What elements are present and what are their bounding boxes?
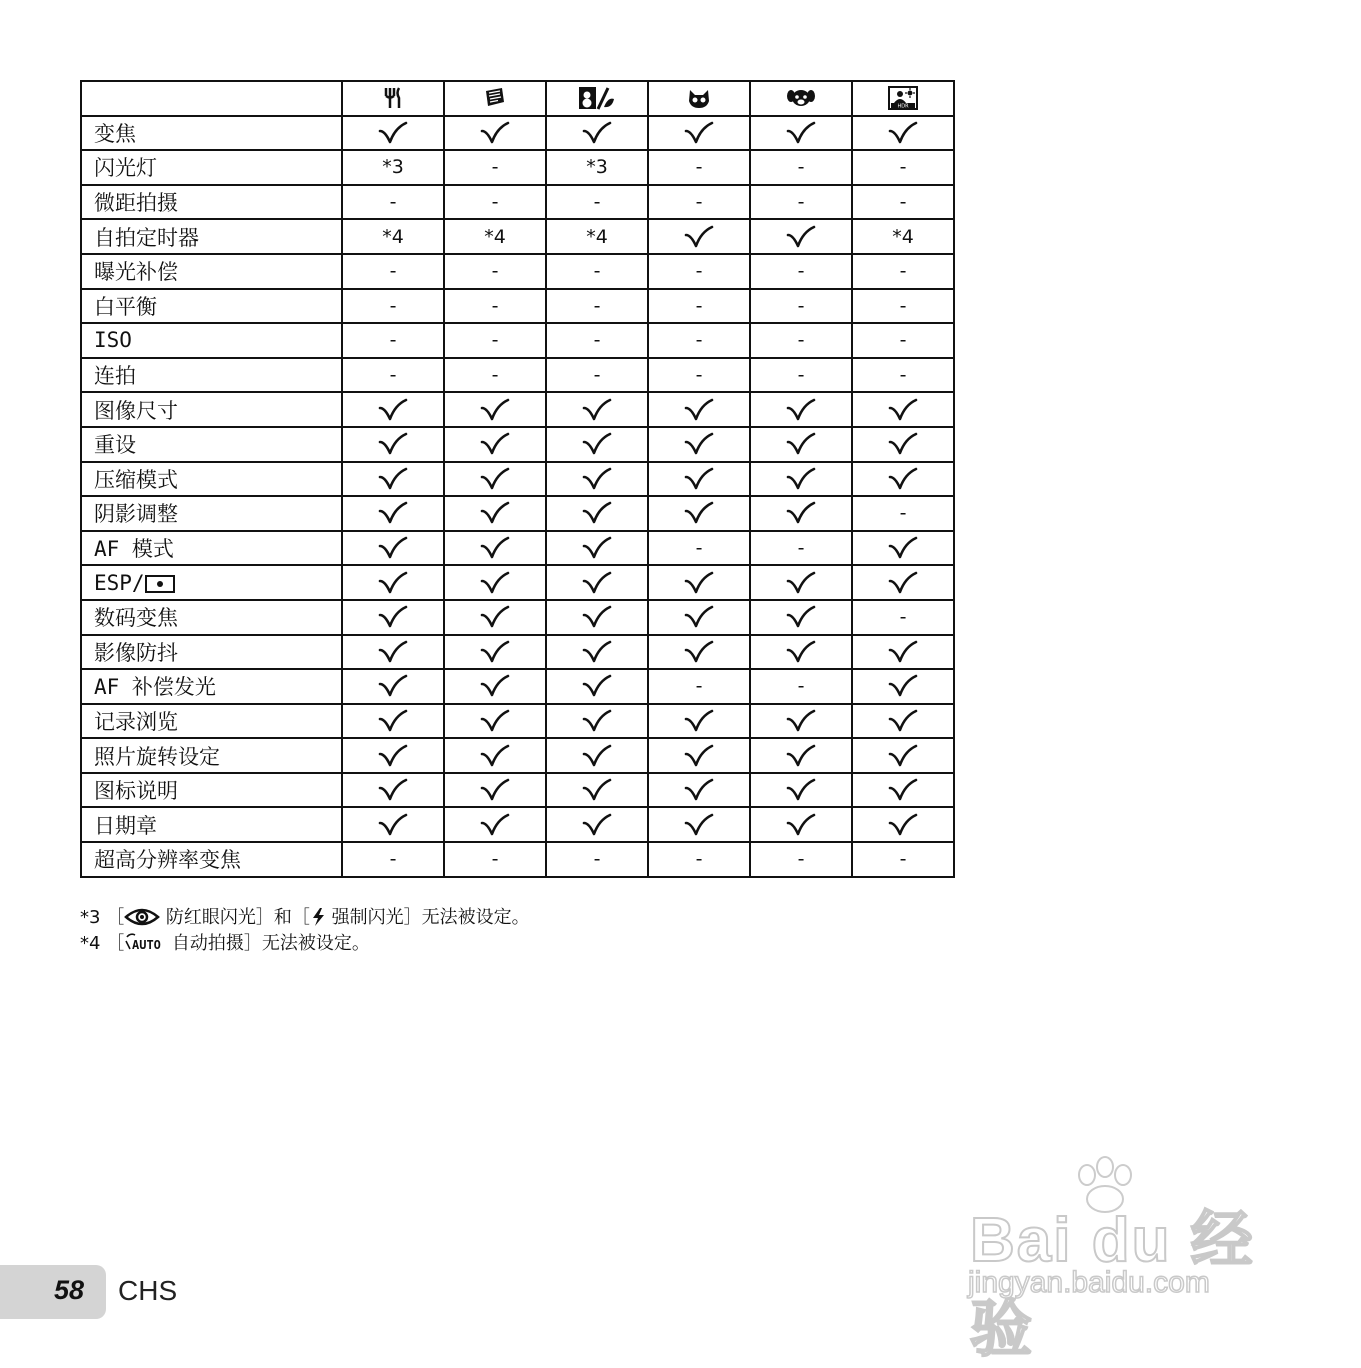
not-available-cell <box>342 254 444 289</box>
open-bracket: ［ <box>106 933 125 954</box>
page-number-tab <box>0 1265 106 1319</box>
not-available-cell <box>648 669 750 704</box>
not-available-cell <box>342 323 444 358</box>
check-mark-icon <box>648 565 750 600</box>
not-available-cell <box>444 150 546 185</box>
footnote-ref-cell <box>852 219 954 254</box>
table-row <box>81 738 954 773</box>
cell-value: *4 <box>484 225 506 248</box>
check-mark-icon <box>444 773 546 808</box>
check-mark-icon <box>852 392 954 427</box>
cell-value: - <box>899 156 907 179</box>
row-label: ISO <box>94 328 132 353</box>
cell-value: - <box>695 260 703 283</box>
check-mark-icon <box>750 427 852 462</box>
row-label: 数码变焦 <box>94 606 178 631</box>
page-number: 58 <box>54 1275 85 1305</box>
check-mark-icon <box>852 704 954 739</box>
table-row <box>81 116 954 151</box>
row-label-cell <box>81 531 342 566</box>
row-label: 照片旋转设定 <box>94 744 220 769</box>
cell-value: - <box>899 848 907 871</box>
cell-value: - <box>389 848 397 871</box>
not-available-cell <box>546 254 648 289</box>
cat-icon <box>648 81 750 116</box>
not-available-cell <box>444 185 546 220</box>
table-row <box>81 254 954 289</box>
cell-value: - <box>593 848 601 871</box>
check-mark-icon <box>648 392 750 427</box>
check-mark-icon <box>546 704 648 739</box>
cell-value: - <box>797 675 805 698</box>
not-available-cell <box>852 600 954 635</box>
cell-value: - <box>491 156 499 179</box>
footnote-3 <box>80 905 530 931</box>
cell-value: - <box>797 848 805 871</box>
footnote-4-key: *4 <box>80 933 101 954</box>
not-available-cell <box>546 842 648 877</box>
table-row <box>81 531 954 566</box>
check-mark-icon <box>750 565 852 600</box>
cell-value: - <box>797 156 805 179</box>
check-mark-icon <box>342 600 444 635</box>
check-mark-icon <box>750 392 852 427</box>
cell-value: - <box>899 191 907 214</box>
check-mark-icon <box>444 496 546 531</box>
not-available-cell <box>648 358 750 393</box>
cell-value: - <box>695 675 703 698</box>
row-label: AF 模式 <box>94 537 174 562</box>
table-row <box>81 427 954 462</box>
table-row <box>81 600 954 635</box>
header-corner-cell <box>81 81 342 116</box>
table-row <box>81 669 954 704</box>
not-available-cell <box>342 358 444 393</box>
not-available-cell <box>750 323 852 358</box>
not-available-cell <box>648 289 750 324</box>
check-mark-icon <box>648 738 750 773</box>
baidu-jingyan-watermark <box>960 1150 1290 1364</box>
check-mark-icon <box>444 392 546 427</box>
row-label-cell <box>81 738 342 773</box>
row-label: 微距拍摄 <box>94 191 178 216</box>
language-code: CHS <box>118 1275 178 1306</box>
row-label-cell <box>81 427 342 462</box>
check-mark-icon <box>546 738 648 773</box>
check-mark-icon <box>444 462 546 497</box>
not-available-cell <box>750 669 852 704</box>
not-available-cell <box>852 254 954 289</box>
check-mark-icon <box>750 116 852 151</box>
row-label-cell <box>81 669 342 704</box>
table-row <box>81 358 954 393</box>
cell-value: - <box>491 260 499 283</box>
check-mark-icon <box>750 738 852 773</box>
cell-value: *4 <box>382 225 404 248</box>
check-mark-icon <box>648 704 750 739</box>
not-available-cell <box>648 323 750 358</box>
row-label-cell <box>81 842 342 877</box>
check-mark-icon <box>444 565 546 600</box>
cell-value: - <box>491 364 499 387</box>
not-available-cell <box>648 531 750 566</box>
not-available-cell <box>852 358 954 393</box>
row-label-cell <box>81 773 342 808</box>
cell-value: - <box>797 537 805 560</box>
auto-release-icon <box>124 933 166 954</box>
check-mark-icon <box>852 738 954 773</box>
cell-value: - <box>797 191 805 214</box>
check-mark-icon <box>546 600 648 635</box>
not-available-cell <box>648 842 750 877</box>
not-available-cell <box>444 323 546 358</box>
check-mark-icon <box>648 427 750 462</box>
cell-value: - <box>389 191 397 214</box>
footnote-ref-cell <box>546 150 648 185</box>
row-label: 连拍 <box>94 364 136 389</box>
check-mark-icon <box>546 462 648 497</box>
check-mark-icon <box>342 738 444 773</box>
fill-in-flash-icon <box>310 907 326 928</box>
cell-value: - <box>797 329 805 352</box>
not-available-cell <box>648 185 750 220</box>
check-mark-icon <box>546 807 648 842</box>
check-mark-icon <box>750 496 852 531</box>
not-available-cell <box>852 150 954 185</box>
cell-value: - <box>695 191 703 214</box>
cell-value: - <box>899 364 907 387</box>
row-label: 图像尺寸 <box>94 398 178 423</box>
row-label: 重设 <box>94 433 136 458</box>
scene-function-table <box>80 80 955 878</box>
table-row <box>81 323 954 358</box>
not-available-cell <box>750 185 852 220</box>
check-mark-icon <box>750 600 852 635</box>
not-available-cell <box>546 358 648 393</box>
row-label: 曝光补偿 <box>94 260 178 285</box>
table-row <box>81 773 954 808</box>
not-available-cell <box>852 185 954 220</box>
cell-value: - <box>593 364 601 387</box>
check-mark-icon <box>750 462 852 497</box>
table-row <box>81 807 954 842</box>
check-mark-icon <box>342 392 444 427</box>
row-label: 记录浏览 <box>94 709 178 734</box>
row-label-cell <box>81 807 342 842</box>
check-mark-icon <box>342 807 444 842</box>
check-mark-icon <box>648 116 750 151</box>
backlight-hdr-icon <box>852 81 954 116</box>
row-label-cell <box>81 635 342 670</box>
check-mark-icon <box>648 600 750 635</box>
cell-value: - <box>695 294 703 317</box>
footnote-ref-cell <box>444 219 546 254</box>
not-available-cell <box>342 289 444 324</box>
cell-value: - <box>899 329 907 352</box>
watermark-logo: Bai du 经验 <box>970 1206 1255 1364</box>
cell-value: - <box>389 294 397 317</box>
row-label-cell <box>81 704 342 739</box>
row-label-cell <box>81 323 342 358</box>
row-label: 日期章 <box>94 813 157 838</box>
svg-text:AUTO: AUTO <box>132 938 162 952</box>
not-available-cell <box>852 289 954 324</box>
check-mark-icon <box>852 773 954 808</box>
red-eye-flash-icon <box>124 907 160 928</box>
check-mark-icon <box>852 531 954 566</box>
row-label: 闪光灯 <box>94 156 157 181</box>
check-mark-icon <box>546 116 648 151</box>
check-mark-icon <box>444 600 546 635</box>
check-mark-icon <box>750 807 852 842</box>
not-available-cell <box>648 254 750 289</box>
cell-value: - <box>899 606 907 629</box>
footnote-3-text-a: 防红眼闪光］和［ <box>165 907 310 928</box>
cell-value: - <box>593 260 601 283</box>
cell-value: - <box>899 294 907 317</box>
check-mark-icon <box>852 635 954 670</box>
not-available-cell <box>444 358 546 393</box>
check-mark-icon <box>852 669 954 704</box>
row-label: 超高分辨率变焦 <box>94 848 241 873</box>
table-row <box>81 392 954 427</box>
check-mark-icon <box>546 392 648 427</box>
not-available-cell <box>750 289 852 324</box>
footnote-ref-cell <box>546 219 648 254</box>
not-available-cell <box>444 254 546 289</box>
row-label: AF 补偿发光 <box>94 675 216 700</box>
row-label-cell <box>81 116 342 151</box>
check-mark-icon <box>342 427 444 462</box>
cell-value: - <box>695 848 703 871</box>
check-mark-icon <box>546 496 648 531</box>
cell-value: - <box>491 329 499 352</box>
check-mark-icon <box>648 496 750 531</box>
row-label-cell <box>81 185 342 220</box>
cell-value: - <box>491 191 499 214</box>
table-header-row <box>81 81 954 116</box>
row-label-cell <box>81 392 342 427</box>
not-available-cell <box>750 150 852 185</box>
footnotes <box>80 905 530 957</box>
row-label: 压缩模式 <box>94 467 178 492</box>
spot-metering-icon <box>145 575 175 593</box>
table-row <box>81 496 954 531</box>
check-mark-icon <box>342 462 444 497</box>
check-mark-icon <box>342 773 444 808</box>
cell-value: - <box>899 260 907 283</box>
open-bracket: ［ <box>106 907 125 928</box>
cell-value: - <box>797 294 805 317</box>
row-label: 影像防抖 <box>94 640 178 665</box>
table-row <box>81 185 954 220</box>
check-mark-icon <box>852 427 954 462</box>
not-available-cell <box>648 150 750 185</box>
check-mark-icon <box>444 704 546 739</box>
row-label: 图标说明 <box>94 779 178 804</box>
check-mark-icon <box>648 462 750 497</box>
footnote-4-text: 自动拍摄］无法被设定。 <box>171 933 370 954</box>
footnote-4 <box>80 931 530 957</box>
table-row <box>81 219 954 254</box>
check-mark-icon <box>546 531 648 566</box>
cuisine-icon <box>342 81 444 116</box>
check-mark-icon <box>444 807 546 842</box>
row-label: 自拍定时器 <box>94 225 199 250</box>
not-available-cell <box>750 842 852 877</box>
row-label-cell <box>81 150 342 185</box>
not-available-cell <box>342 842 444 877</box>
check-mark-icon <box>546 427 648 462</box>
cell-value: - <box>389 329 397 352</box>
cell-value: - <box>695 364 703 387</box>
cell-value: - <box>797 260 805 283</box>
not-available-cell <box>546 289 648 324</box>
not-available-cell <box>444 842 546 877</box>
row-label-cell <box>81 600 342 635</box>
cell-value: *3 <box>586 156 608 179</box>
cell-value: - <box>593 294 601 317</box>
cell-value: - <box>389 364 397 387</box>
check-mark-icon <box>852 565 954 600</box>
table-row <box>81 842 954 877</box>
check-mark-icon <box>852 807 954 842</box>
cell-value: - <box>593 191 601 214</box>
cell-value: - <box>389 260 397 283</box>
check-mark-icon <box>342 531 444 566</box>
check-mark-icon <box>648 807 750 842</box>
table-row <box>81 289 954 324</box>
row-label-cell <box>81 462 342 497</box>
snow-icon <box>546 81 648 116</box>
table-row <box>81 565 954 600</box>
row-label: 变焦 <box>94 121 136 146</box>
not-available-cell <box>750 531 852 566</box>
check-mark-icon <box>546 635 648 670</box>
cell-value: - <box>593 329 601 352</box>
row-label-cell <box>81 565 342 600</box>
footnote-3-text-b: 强制闪光］无法被设定。 <box>331 907 530 928</box>
row-label-cell <box>81 254 342 289</box>
check-mark-icon <box>648 773 750 808</box>
footnote-ref-cell <box>342 150 444 185</box>
check-mark-icon <box>546 773 648 808</box>
row-label: 阴影调整 <box>94 502 178 527</box>
not-available-cell <box>852 323 954 358</box>
check-mark-icon <box>750 704 852 739</box>
table-row <box>81 150 954 185</box>
row-label: 白平衡 <box>94 294 157 319</box>
check-mark-icon <box>342 496 444 531</box>
table-row <box>81 635 954 670</box>
check-mark-icon <box>444 427 546 462</box>
check-mark-icon <box>648 635 750 670</box>
row-label-cell <box>81 219 342 254</box>
not-available-cell <box>852 842 954 877</box>
check-mark-icon <box>750 219 852 254</box>
not-available-cell <box>750 358 852 393</box>
check-mark-icon <box>444 531 546 566</box>
cell-value: - <box>695 156 703 179</box>
check-mark-icon <box>444 669 546 704</box>
cell-value: - <box>695 329 703 352</box>
check-mark-icon <box>342 704 444 739</box>
cell-value: - <box>797 364 805 387</box>
not-available-cell <box>546 323 648 358</box>
documents-icon <box>444 81 546 116</box>
check-mark-icon <box>648 219 750 254</box>
check-mark-icon <box>342 669 444 704</box>
cell-value: *3 <box>382 156 404 179</box>
svg-text:HDR: HDR <box>897 103 909 110</box>
check-mark-icon <box>852 116 954 151</box>
row-label-cell <box>81 496 342 531</box>
check-mark-icon <box>546 669 648 704</box>
check-mark-icon <box>750 773 852 808</box>
row-label-cell <box>81 289 342 324</box>
check-mark-icon <box>342 116 444 151</box>
cell-value: - <box>695 537 703 560</box>
check-mark-icon <box>342 635 444 670</box>
check-mark-icon <box>444 116 546 151</box>
check-mark-icon <box>444 635 546 670</box>
check-mark-icon <box>444 738 546 773</box>
check-mark-icon <box>750 635 852 670</box>
check-mark-icon <box>546 565 648 600</box>
check-mark-icon <box>342 565 444 600</box>
not-available-cell <box>852 496 954 531</box>
footnote-3-key: *3 <box>80 907 101 928</box>
row-label: ESP/ <box>94 570 145 595</box>
not-available-cell <box>546 185 648 220</box>
cell-value: - <box>899 502 907 525</box>
footnote-ref-cell <box>342 219 444 254</box>
not-available-cell <box>750 254 852 289</box>
watermark-url: jingyan.baidu.com <box>968 1266 1210 1299</box>
not-available-cell <box>342 185 444 220</box>
check-mark-icon <box>852 462 954 497</box>
table-row <box>81 462 954 497</box>
cell-value: - <box>491 848 499 871</box>
cell-value: *4 <box>892 225 914 248</box>
dog-icon <box>750 81 852 116</box>
cell-value: *4 <box>586 225 608 248</box>
table-row <box>81 704 954 739</box>
not-available-cell <box>444 289 546 324</box>
row-label-cell <box>81 358 342 393</box>
cell-value: - <box>491 294 499 317</box>
